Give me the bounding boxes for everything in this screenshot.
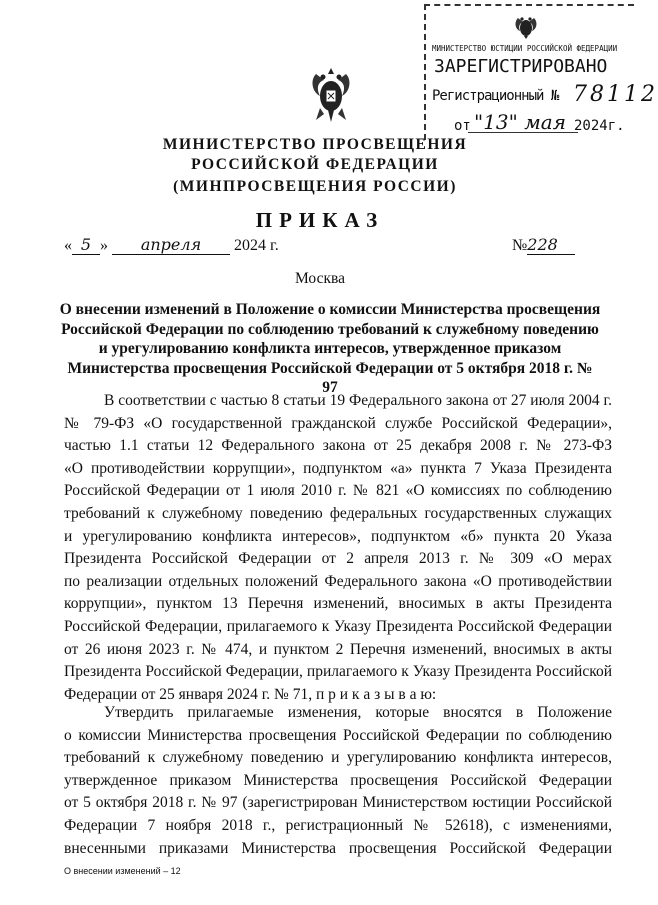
paragraph-preamble: [64, 390, 612, 706]
text-line: о комиссии Министерства просвещения Российской Федерации по соблюдению: [64, 726, 612, 744]
text-line: требований к служебному поведению и урегулированию конфликта интересов,: [64, 749, 612, 767]
text-line: внесенными приказами Министерства просвещения Российской Федерации: [64, 839, 612, 857]
coat-of-arms-icon: [306, 66, 356, 124]
paragraph-order: [64, 702, 612, 860]
text-line: частью 1.1 статьи 12 Федерального закона от 25 декабря 2008 г. № 273-ФЗ: [64, 437, 612, 455]
text-line: Российской Федерации, прилагаемого к Указу Президента Российской Федерации: [64, 617, 612, 635]
title-line: Российской Федерации по соблюдению требований к служебному поведению: [61, 320, 599, 338]
text-line: и урегулированию конфликта интересов», подпунктом «б» пункта 20 Указа: [64, 527, 612, 545]
title-line: О внесении изменений в Положение о комиссии Министерства просвещения: [59, 301, 601, 318]
text-line: Президента Российской Федерации от 2 апреля 2013 г. № 309 «О мерах: [64, 550, 612, 568]
ministry-name-line2: РОССИЙСКОЙ ФЕДЕРАЦИИ: [191, 156, 439, 173]
text-line: Федерации 7 ноября 2018 г., регистрационный № 52618), с изменениями,: [64, 816, 612, 834]
text-line: № 79-ФЗ «О государственной гражданской службе Российской Федерации»,: [64, 414, 612, 432]
stamp-reg-label: Регистрационный №: [432, 88, 559, 104]
stamp-underline: [468, 132, 578, 133]
order-number-label: №: [512, 237, 528, 254]
text-line: по реализации отдельных положений Федерального закона «О противодействии: [64, 572, 612, 590]
text-line: утвержденное приказом Министерства просвещения Российской Федерации: [64, 771, 612, 789]
order-number: [512, 236, 575, 255]
text-line: В соответствии с частью 8 статьи 19 Федерального закона от 27 июля 2004 г.: [104, 392, 612, 409]
stamp-ot: от: [454, 118, 471, 134]
registration-stamp: [424, 4, 658, 140]
text-line: «О противодействии коррупции», подпунктом «а» пункта 7 Указа Президента: [64, 459, 612, 477]
text-line: от 5 октября 2018 г. № 97 (зарегистрирован Министерством юстиции Российской: [64, 794, 612, 812]
order-year: 2024 г.: [234, 237, 279, 254]
title-line: и урегулированию конфликта интересов, утвержденное приказом: [98, 340, 562, 357]
stamp-reg-date: "13" мая: [474, 110, 566, 134]
date-open-quote: «: [64, 237, 72, 254]
document-type: ПРИКАЗ: [255, 208, 385, 232]
footer-note: О внесении изменений – 12: [64, 866, 181, 876]
ministry-short-name: (МИНПРОСВЕЩЕНИЯ РОССИИ): [173, 178, 457, 195]
title-line: Министерства просвещения Российской Федерации от 5 октября 2018 г. № 97: [67, 359, 593, 396]
text-line: Президента Российской Федерации, прилагаемого к Указу Президента Российской: [64, 663, 612, 681]
stamp-emblem-icon: [512, 12, 540, 40]
stamp-reg-number: 78112: [573, 82, 658, 107]
order-day: 5: [72, 236, 100, 255]
text-line: Утвердить прилагаемые изменения, которые вносятся в Положение: [104, 704, 612, 721]
stamp-registered: ЗАРЕГИСТРИРОВАНО: [434, 56, 608, 77]
order-title: [58, 300, 602, 398]
order-date: [64, 236, 279, 255]
text-line: требований к служебному поведению федеральных государственных служащих: [64, 504, 612, 522]
order-number-value: 228: [527, 236, 575, 255]
text-line: Российской Федерации от 1 июля 2010 г. № 821 «О комиссиях по соблюдению: [64, 482, 612, 500]
date-close-quote: »: [100, 237, 108, 254]
order-city: Москва: [295, 270, 345, 287]
stamp-ministry: МИНИСТЕРСТВО ЮСТИЦИИ РОССИЙСКОЙ ФЕДЕРАЦИИ: [432, 44, 618, 53]
text-line: коррупции», пунктом 13 Перечня изменений, вносимых в акты Президента: [64, 595, 612, 613]
order-month: апреля: [112, 236, 230, 255]
text-line: от 26 июня 2023 г. № 474, и пунктом 2 Перечня изменений, вносимых в акты: [64, 640, 612, 658]
ministry-name-line1: МИНИСТЕРСТВО ПРОСВЕЩЕНИЯ: [162, 136, 468, 153]
text-line: Федерации от 25 января 2024 г. № 71, п р и к а з ы в а ю:: [64, 685, 437, 703]
stamp-reg-year: 2024г.: [574, 118, 625, 134]
